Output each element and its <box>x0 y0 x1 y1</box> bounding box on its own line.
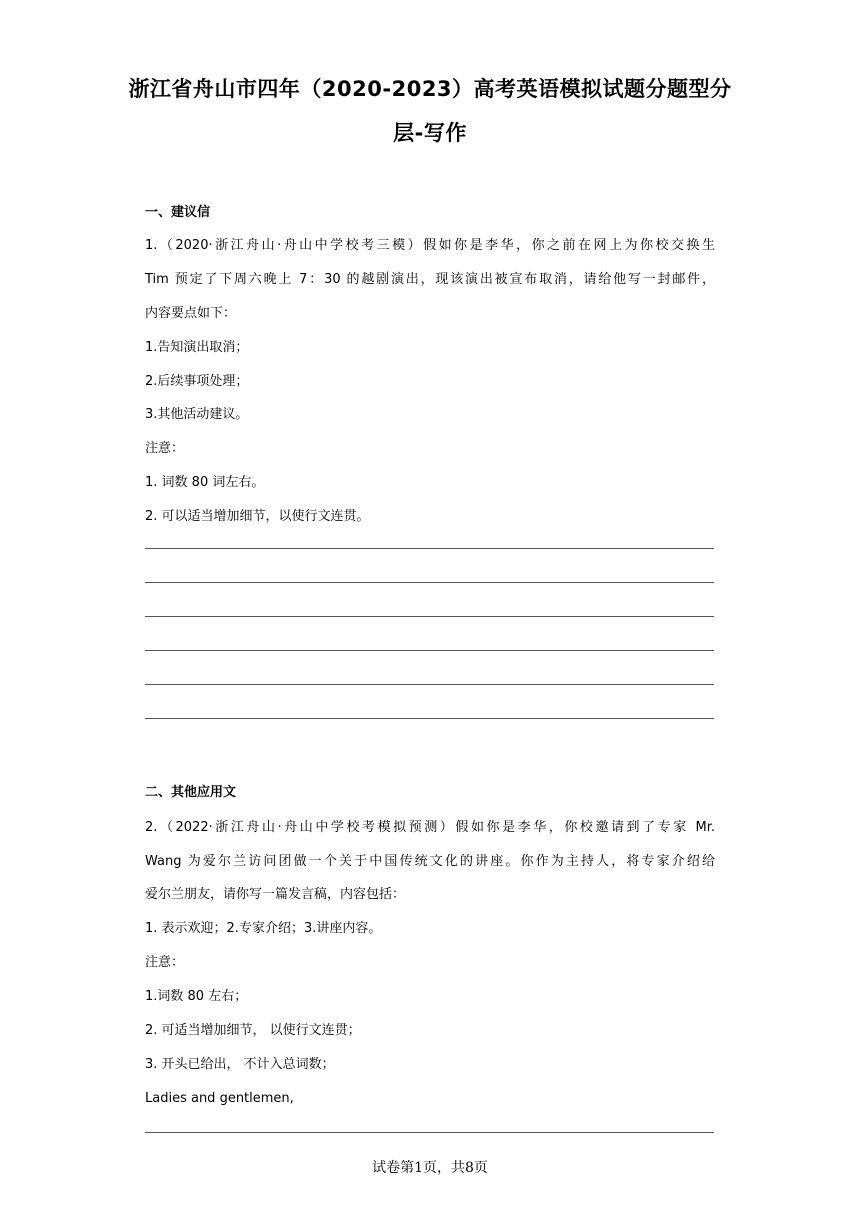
question-2-note-2: 2. 可适当增加细节， 以使行文连贯； <box>145 1023 361 1038</box>
question-2-note-1: 1.词数 80 左右； <box>145 989 248 1004</box>
question-1-prompt-line-3: 内容要点如下： <box>145 306 237 321</box>
document-title-line-2: 层-写作 <box>393 121 467 145</box>
question-2-note-3: 3. 开头已给出， 不计入总词数； <box>145 1057 335 1072</box>
question-2-opening-line: Ladies and gentlemen, <box>145 1091 294 1106</box>
question-2-prompt-line-1: 2.（2022·浙江舟山·舟山中学校考模拟预测）假如你是李华，你校邀请到了专家 Mr. <box>145 820 715 835</box>
page-footer: 试卷第1页，共8页 <box>372 1160 488 1176</box>
question-1-point-3: 3.其他活动建议。 <box>145 407 249 422</box>
document-title-line-1: 浙江省舟山市四年（2020-2023）高考英语模拟试题分题型分 <box>128 77 732 101</box>
answer-line[interactable] <box>145 1132 714 1133</box>
section-heading-other-practical-writing: 二、其他应用文 <box>145 785 237 800</box>
section-heading-suggestion-letter: 一、建议信 <box>145 205 211 220</box>
question-1-notes-label: 注意： <box>145 441 185 456</box>
question-2-prompt-line-2: Wang 为爱尔兰访问团做一个关于中国传统文化的讲座。你作为主持人，将专家介绍给 <box>145 854 715 869</box>
answer-line[interactable] <box>145 718 714 719</box>
question-1-prompt-line-2: Tim 预定了下周六晚上 7：30 的越剧演出，现该演出被宣布取消，请给他写一封邮件， <box>145 272 715 287</box>
question-1-prompt-line-1: 1.（2020·浙江舟山·舟山中学校考三模）假如你是李华，你之前在网上为你校交换生 <box>145 238 715 253</box>
answer-line[interactable] <box>145 616 714 617</box>
question-1-note-2: 2. 可以适当增加细节，以使行文连贯。 <box>145 509 370 524</box>
answer-line[interactable] <box>145 582 714 583</box>
question-1-point-1: 1.告知演出取消； <box>145 340 249 355</box>
answer-line[interactable] <box>145 548 714 549</box>
answer-line[interactable] <box>145 650 714 651</box>
question-2-notes-label: 注意： <box>145 955 185 970</box>
question-1-note-1: 1. 词数 80 词左右。 <box>145 475 265 490</box>
question-1-point-2: 2.后续事项处理； <box>145 374 249 389</box>
question-2-content-points: 1. 表示欢迎；2.专家介绍；3.讲座内容。 <box>145 921 382 936</box>
answer-line[interactable] <box>145 684 714 685</box>
question-2-prompt-line-3: 爱尔兰朋友，请你写一篇发言稿，内容包括： <box>145 887 406 902</box>
